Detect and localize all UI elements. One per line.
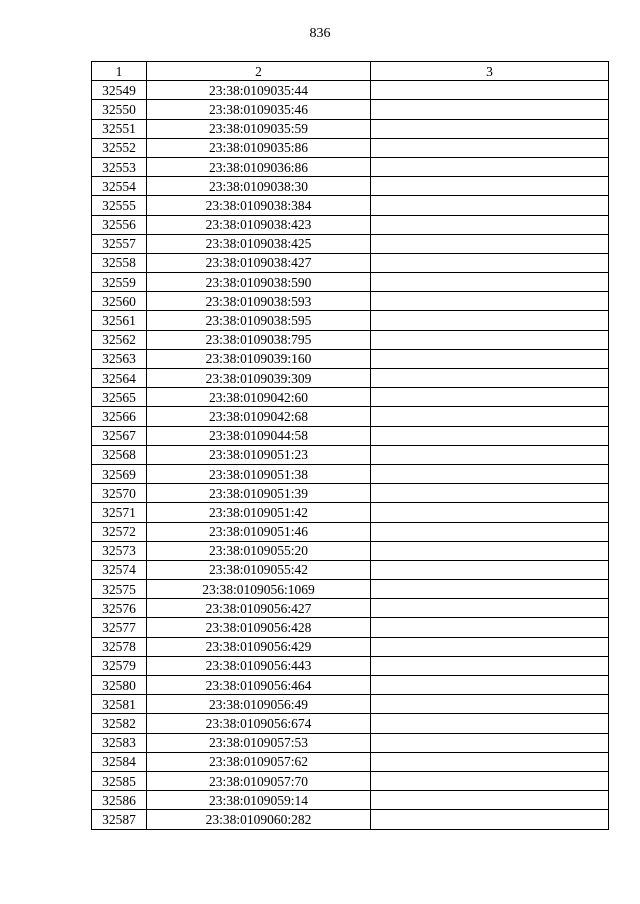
notes-cell: [371, 714, 609, 733]
cadastral-number-cell: 23:38:0109059:14: [147, 791, 371, 810]
cadastral-number-cell: 23:38:0109056:429: [147, 637, 371, 656]
table-row: [92, 541, 609, 560]
table-header-row: [92, 62, 609, 81]
row-number-cell: 32566: [92, 407, 147, 426]
cadastral-number-cell: 23:38:0109042:68: [147, 407, 371, 426]
cadastral-number-cell: 23:38:0109035:46: [147, 100, 371, 119]
notes-cell: [371, 369, 609, 388]
cadastral-number-cell: 23:38:0109060:282: [147, 810, 371, 829]
row-number-cell: 32577: [92, 618, 147, 637]
row-number-cell: 32575: [92, 580, 147, 599]
table-row: [92, 215, 609, 234]
notes-cell: [371, 580, 609, 599]
notes-cell: [371, 349, 609, 368]
row-number-cell: 32573: [92, 541, 147, 560]
row-number-cell: 32567: [92, 426, 147, 445]
table-row: [92, 791, 609, 810]
table-row: [92, 484, 609, 503]
row-number-cell: 32574: [92, 560, 147, 579]
row-number-cell: 32563: [92, 349, 147, 368]
table-row: [92, 464, 609, 483]
table-row: [92, 369, 609, 388]
cadastral-number-cell: 23:38:0109051:42: [147, 503, 371, 522]
table-row: [92, 273, 609, 292]
table-row: [92, 138, 609, 157]
notes-cell: [371, 618, 609, 637]
table-row: [92, 771, 609, 790]
notes-cell: [371, 541, 609, 560]
row-number-cell: 32552: [92, 138, 147, 157]
cadastral-number-cell: 23:38:0109038:795: [147, 330, 371, 349]
cadastral-number-cell: 23:38:0109056:428: [147, 618, 371, 637]
table-row: [92, 119, 609, 138]
row-number-cell: 32570: [92, 484, 147, 503]
table-row: [92, 656, 609, 675]
notes-cell: [371, 676, 609, 695]
notes-cell: [371, 522, 609, 541]
notes-cell: [371, 119, 609, 138]
table-row: [92, 752, 609, 771]
row-number-cell: 32558: [92, 253, 147, 272]
notes-cell: [371, 234, 609, 253]
notes-cell: [371, 177, 609, 196]
table-row: [92, 503, 609, 522]
row-number-cell: 32582: [92, 714, 147, 733]
cadastral-number-cell: 23:38:0109035:86: [147, 138, 371, 157]
notes-cell: [371, 100, 609, 119]
cadastral-number-cell: 23:38:0109056:464: [147, 676, 371, 695]
row-number-cell: 32579: [92, 656, 147, 675]
row-number-cell: 32572: [92, 522, 147, 541]
notes-cell: [371, 138, 609, 157]
notes-cell: [371, 771, 609, 790]
notes-cell: [371, 656, 609, 675]
row-number-cell: 32571: [92, 503, 147, 522]
notes-cell: [371, 733, 609, 752]
row-number-cell: 32559: [92, 273, 147, 292]
row-number-cell: 32557: [92, 234, 147, 253]
cadastral-number-cell: 23:38:0109056:674: [147, 714, 371, 733]
cadastral-number-cell: 23:38:0109051:46: [147, 522, 371, 541]
table-row: [92, 695, 609, 714]
cadastral-number-cell: 23:38:0109056:427: [147, 599, 371, 618]
cadastral-number-cell: 23:38:0109038:590: [147, 273, 371, 292]
table-row: [92, 714, 609, 733]
cadastral-number-cell: 23:38:0109051:38: [147, 464, 371, 483]
row-number-cell: 32554: [92, 177, 147, 196]
cadastral-number-cell: 23:38:0109039:309: [147, 369, 371, 388]
row-number-cell: 32550: [92, 100, 147, 119]
notes-cell: [371, 253, 609, 272]
cadastral-number-cell: 23:38:0109057:62: [147, 752, 371, 771]
cadastral-number-cell: 23:38:0109038:423: [147, 215, 371, 234]
cadastral-number-cell: 23:38:0109056:49: [147, 695, 371, 714]
cadastral-number-cell: 23:38:0109038:384: [147, 196, 371, 215]
table-row: [92, 810, 609, 829]
cadastral-number-cell: 23:38:0109042:60: [147, 388, 371, 407]
row-number-cell: 32551: [92, 119, 147, 138]
row-number-cell: 32586: [92, 791, 147, 810]
notes-cell: [371, 695, 609, 714]
row-number-cell: 32569: [92, 464, 147, 483]
notes-cell: [371, 445, 609, 464]
notes-cell: [371, 810, 609, 829]
row-number-cell: 32561: [92, 311, 147, 330]
table-row: [92, 196, 609, 215]
cadastral-number-cell: 23:38:0109038:593: [147, 292, 371, 311]
cadastral-number-cell: 23:38:0109038:595: [147, 311, 371, 330]
row-number-cell: 32587: [92, 810, 147, 829]
notes-cell: [371, 196, 609, 215]
table-row: [92, 253, 609, 272]
cadastral-number-cell: 23:38:0109035:44: [147, 81, 371, 100]
row-number-cell: 32568: [92, 445, 147, 464]
notes-cell: [371, 311, 609, 330]
notes-cell: [371, 157, 609, 176]
table-row: [92, 637, 609, 656]
table-row: [92, 81, 609, 100]
page-number: 836: [309, 26, 331, 41]
notes-cell: [371, 503, 609, 522]
cadastral-number-cell: 23:38:0109057:53: [147, 733, 371, 752]
notes-cell: [371, 464, 609, 483]
column-header-2: 2: [147, 62, 371, 81]
table-row: [92, 292, 609, 311]
notes-cell: [371, 292, 609, 311]
cadastral-number-cell: 23:38:0109036:86: [147, 157, 371, 176]
notes-cell: [371, 330, 609, 349]
notes-cell: [371, 388, 609, 407]
notes-cell: [371, 484, 609, 503]
table-body: [92, 81, 609, 829]
row-number-cell: 32585: [92, 771, 147, 790]
register-table: [91, 61, 609, 830]
column-header-3: 3: [371, 62, 609, 81]
cadastral-number-cell: 23:38:0109044:58: [147, 426, 371, 445]
notes-cell: [371, 215, 609, 234]
row-number-cell: 32581: [92, 695, 147, 714]
notes-cell: [371, 791, 609, 810]
row-number-cell: 32580: [92, 676, 147, 695]
notes-cell: [371, 426, 609, 445]
cadastral-number-cell: 23:38:0109056:1069: [147, 580, 371, 599]
table-row: [92, 580, 609, 599]
table-row: [92, 177, 609, 196]
table-row: [92, 426, 609, 445]
cadastral-number-cell: 23:38:0109038:30: [147, 177, 371, 196]
row-number-cell: 32562: [92, 330, 147, 349]
row-number-cell: 32576: [92, 599, 147, 618]
table-row: [92, 560, 609, 579]
table-row: [92, 330, 609, 349]
row-number-cell: 32583: [92, 733, 147, 752]
cadastral-number-cell: 23:38:0109035:59: [147, 119, 371, 138]
cadastral-number-cell: 23:38:0109039:160: [147, 349, 371, 368]
table-row: [92, 100, 609, 119]
table-row: [92, 522, 609, 541]
table-row: [92, 311, 609, 330]
row-number-cell: 32564: [92, 369, 147, 388]
table-row: [92, 676, 609, 695]
notes-cell: [371, 637, 609, 656]
notes-cell: [371, 599, 609, 618]
row-number-cell: 32584: [92, 752, 147, 771]
table-row: [92, 234, 609, 253]
cadastral-number-cell: 23:38:0109055:42: [147, 560, 371, 579]
row-number-cell: 32555: [92, 196, 147, 215]
notes-cell: [371, 560, 609, 579]
table-row: [92, 618, 609, 637]
notes-cell: [371, 273, 609, 292]
table-row: [92, 407, 609, 426]
table-row: [92, 388, 609, 407]
column-header-1: 1: [92, 62, 147, 81]
cadastral-number-cell: 23:38:0109051:39: [147, 484, 371, 503]
notes-cell: [371, 407, 609, 426]
row-number-cell: 32565: [92, 388, 147, 407]
cadastral-number-cell: 23:38:0109038:425: [147, 234, 371, 253]
cadastral-number-cell: 23:38:0109051:23: [147, 445, 371, 464]
cadastral-number-cell: 23:38:0109055:20: [147, 541, 371, 560]
table-row: [92, 599, 609, 618]
table-row: [92, 445, 609, 464]
row-number-cell: 32560: [92, 292, 147, 311]
table-row: [92, 733, 609, 752]
notes-cell: [371, 81, 609, 100]
cadastral-number-cell: 23:38:0109056:443: [147, 656, 371, 675]
row-number-cell: 32549: [92, 81, 147, 100]
table-row: [92, 349, 609, 368]
cadastral-number-cell: 23:38:0109057:70: [147, 771, 371, 790]
notes-cell: [371, 752, 609, 771]
row-number-cell: 32556: [92, 215, 147, 234]
row-number-cell: 32578: [92, 637, 147, 656]
row-number-cell: 32553: [92, 157, 147, 176]
cadastral-number-cell: 23:38:0109038:427: [147, 253, 371, 272]
table-row: [92, 157, 609, 176]
